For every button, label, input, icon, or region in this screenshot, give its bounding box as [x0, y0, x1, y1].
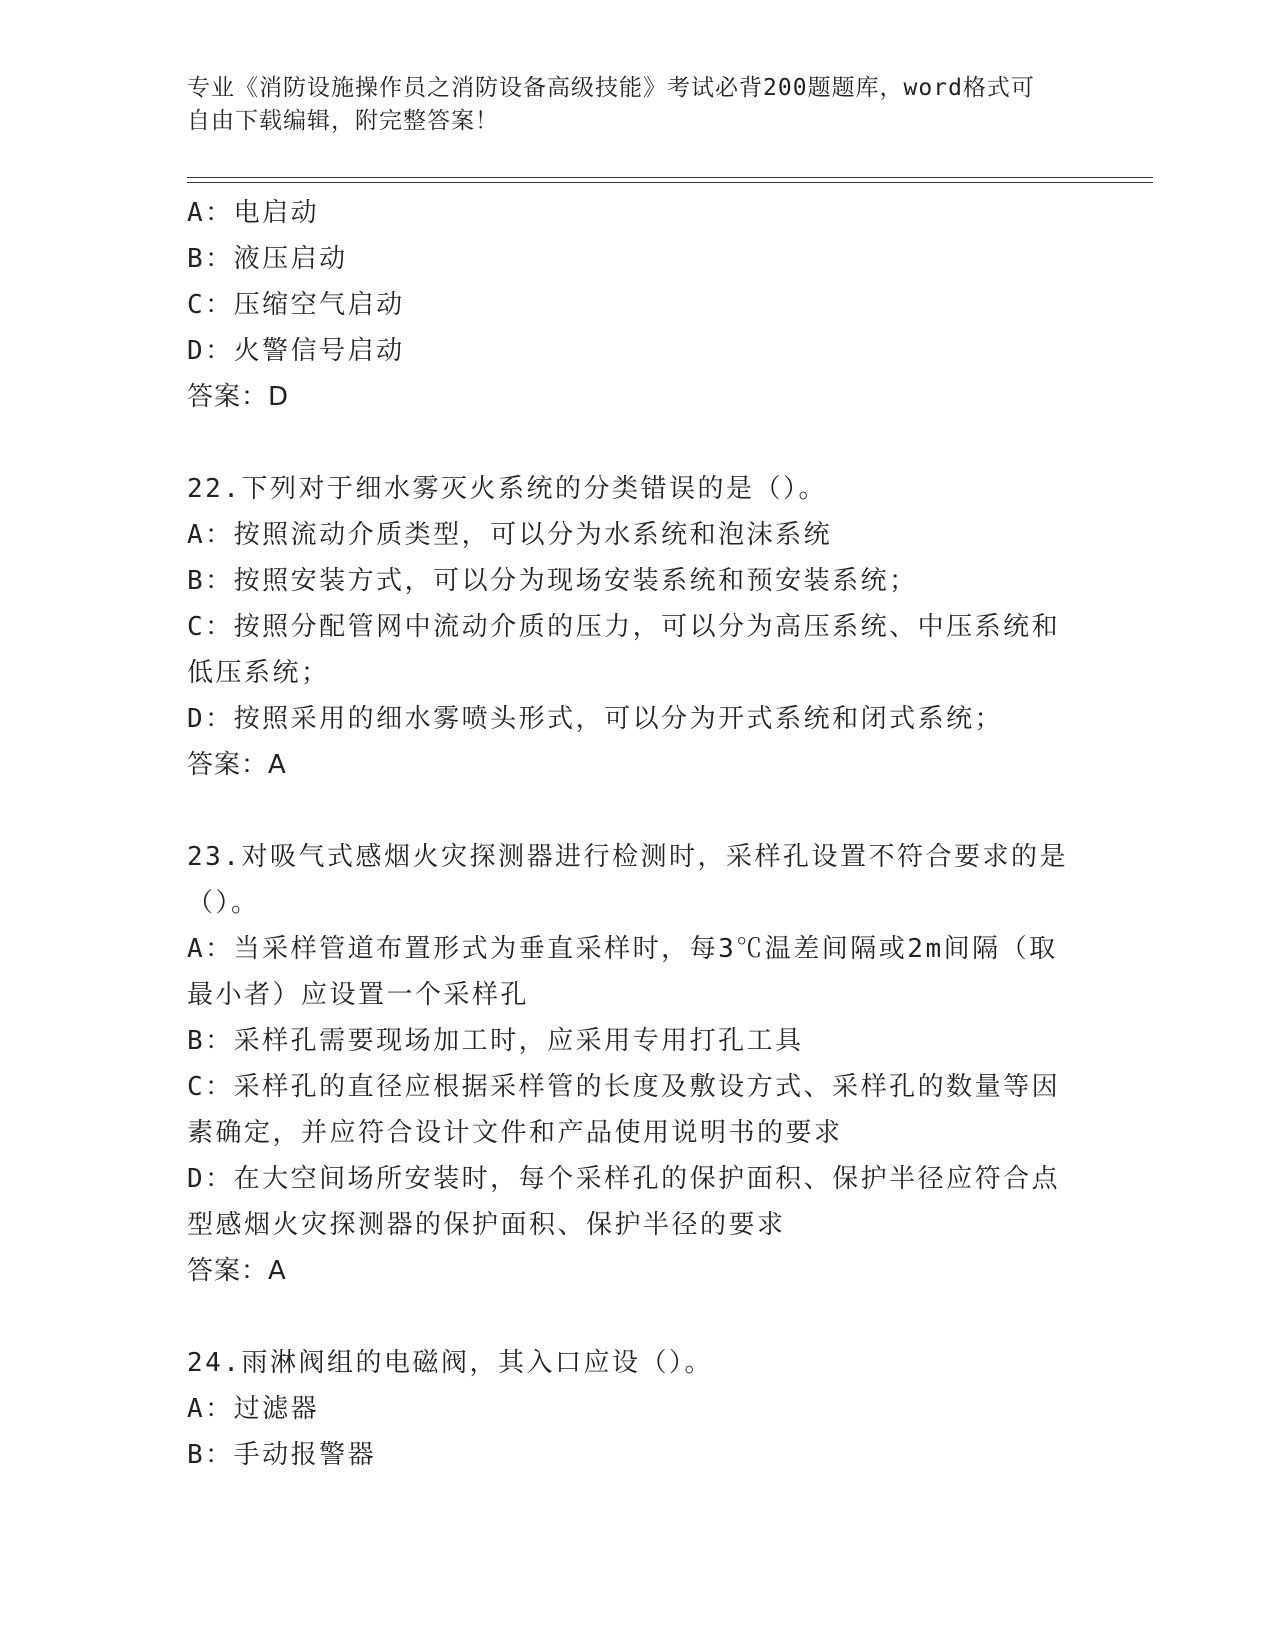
question-21-block — [187, 190, 1087, 420]
question-23-block — [187, 834, 1087, 1294]
question-22-block — [187, 466, 1087, 788]
q23-question-line-1: 23.对吸气式感烟火灾探测器进行检测时，采样孔设置不符合要求的是 — [187, 842, 1068, 872]
spacer — [187, 420, 1087, 466]
question-24-block — [187, 1340, 1087, 1478]
q23-option-c-cont: 素确定，并应符合设计文件和产品使用说明书的要求 — [187, 1118, 843, 1148]
q24-option-b: B：手动报警器 — [187, 1440, 377, 1470]
question-list — [187, 190, 1087, 1478]
header-title-line-2: 自由下载编辑，附完整答案！ — [187, 108, 499, 134]
page-header — [187, 72, 1067, 138]
header-divider-top — [187, 177, 1153, 178]
spacer — [187, 788, 1087, 834]
q23-option-a-cont: 最小者）应设置一个采样孔 — [187, 980, 530, 1010]
q22-question: 22.下列对于细水雾灭火系统的分类错误的是（）。 — [187, 474, 827, 504]
q22-answer: 答案：A — [187, 750, 287, 780]
q23-option-a: A：当采样管道布置形式为垂直采样时，每3℃温差间隔或2m间隔（取 — [187, 934, 1058, 964]
q24-question: 24.雨淋阀组的电磁阀，其入口应设（）。 — [187, 1348, 713, 1378]
q23-option-d: D：在大空间场所安装时，每个采样孔的保护面积、保护半径应符合点 — [187, 1164, 1061, 1194]
q22-option-d: D：按照采用的细水雾喷头形式，可以分为开式系统和闭式系统； — [187, 704, 1004, 734]
q21-answer: 答案：D — [187, 382, 290, 412]
q23-option-c: C：采样孔的直径应根据采样管的长度及敷设方式、采样孔的数量等因 — [187, 1072, 1061, 1102]
header-divider-bottom — [187, 182, 1153, 183]
q22-option-a: A：按照流动介质类型，可以分为水系统和泡沫系统 — [187, 520, 833, 550]
q21-option-d: D：火警信号启动 — [187, 336, 405, 366]
q23-option-b: B：采样孔需要现场加工时，应采用专用打孔工具 — [187, 1026, 804, 1056]
q23-question-line-2: （）。 — [187, 888, 260, 918]
spacer — [187, 1294, 1087, 1340]
q22-option-c: C：按照分配管网中流动介质的压力，可以分为高压系统、中压系统和 — [187, 612, 1061, 642]
q23-option-d-cont: 型感烟火灾探测器的保护面积、保护半径的要求 — [187, 1210, 786, 1240]
q24-option-a: A：过滤器 — [187, 1394, 320, 1424]
q21-option-a: A：电启动 — [187, 198, 320, 228]
q21-option-b: B：液压启动 — [187, 244, 348, 274]
q22-option-c-cont: 低压系统； — [187, 658, 330, 688]
q22-option-b: B：按照安装方式，可以分为现场安装系统和预安装系统； — [187, 566, 918, 596]
q21-option-c: C：压缩空气启动 — [187, 290, 405, 320]
q23-answer: 答案：A — [187, 1256, 287, 1286]
header-title-line-1: 专业《消防设施操作员之消防设备高级技能》考试必背200题题库，word格式可 — [187, 75, 1035, 101]
